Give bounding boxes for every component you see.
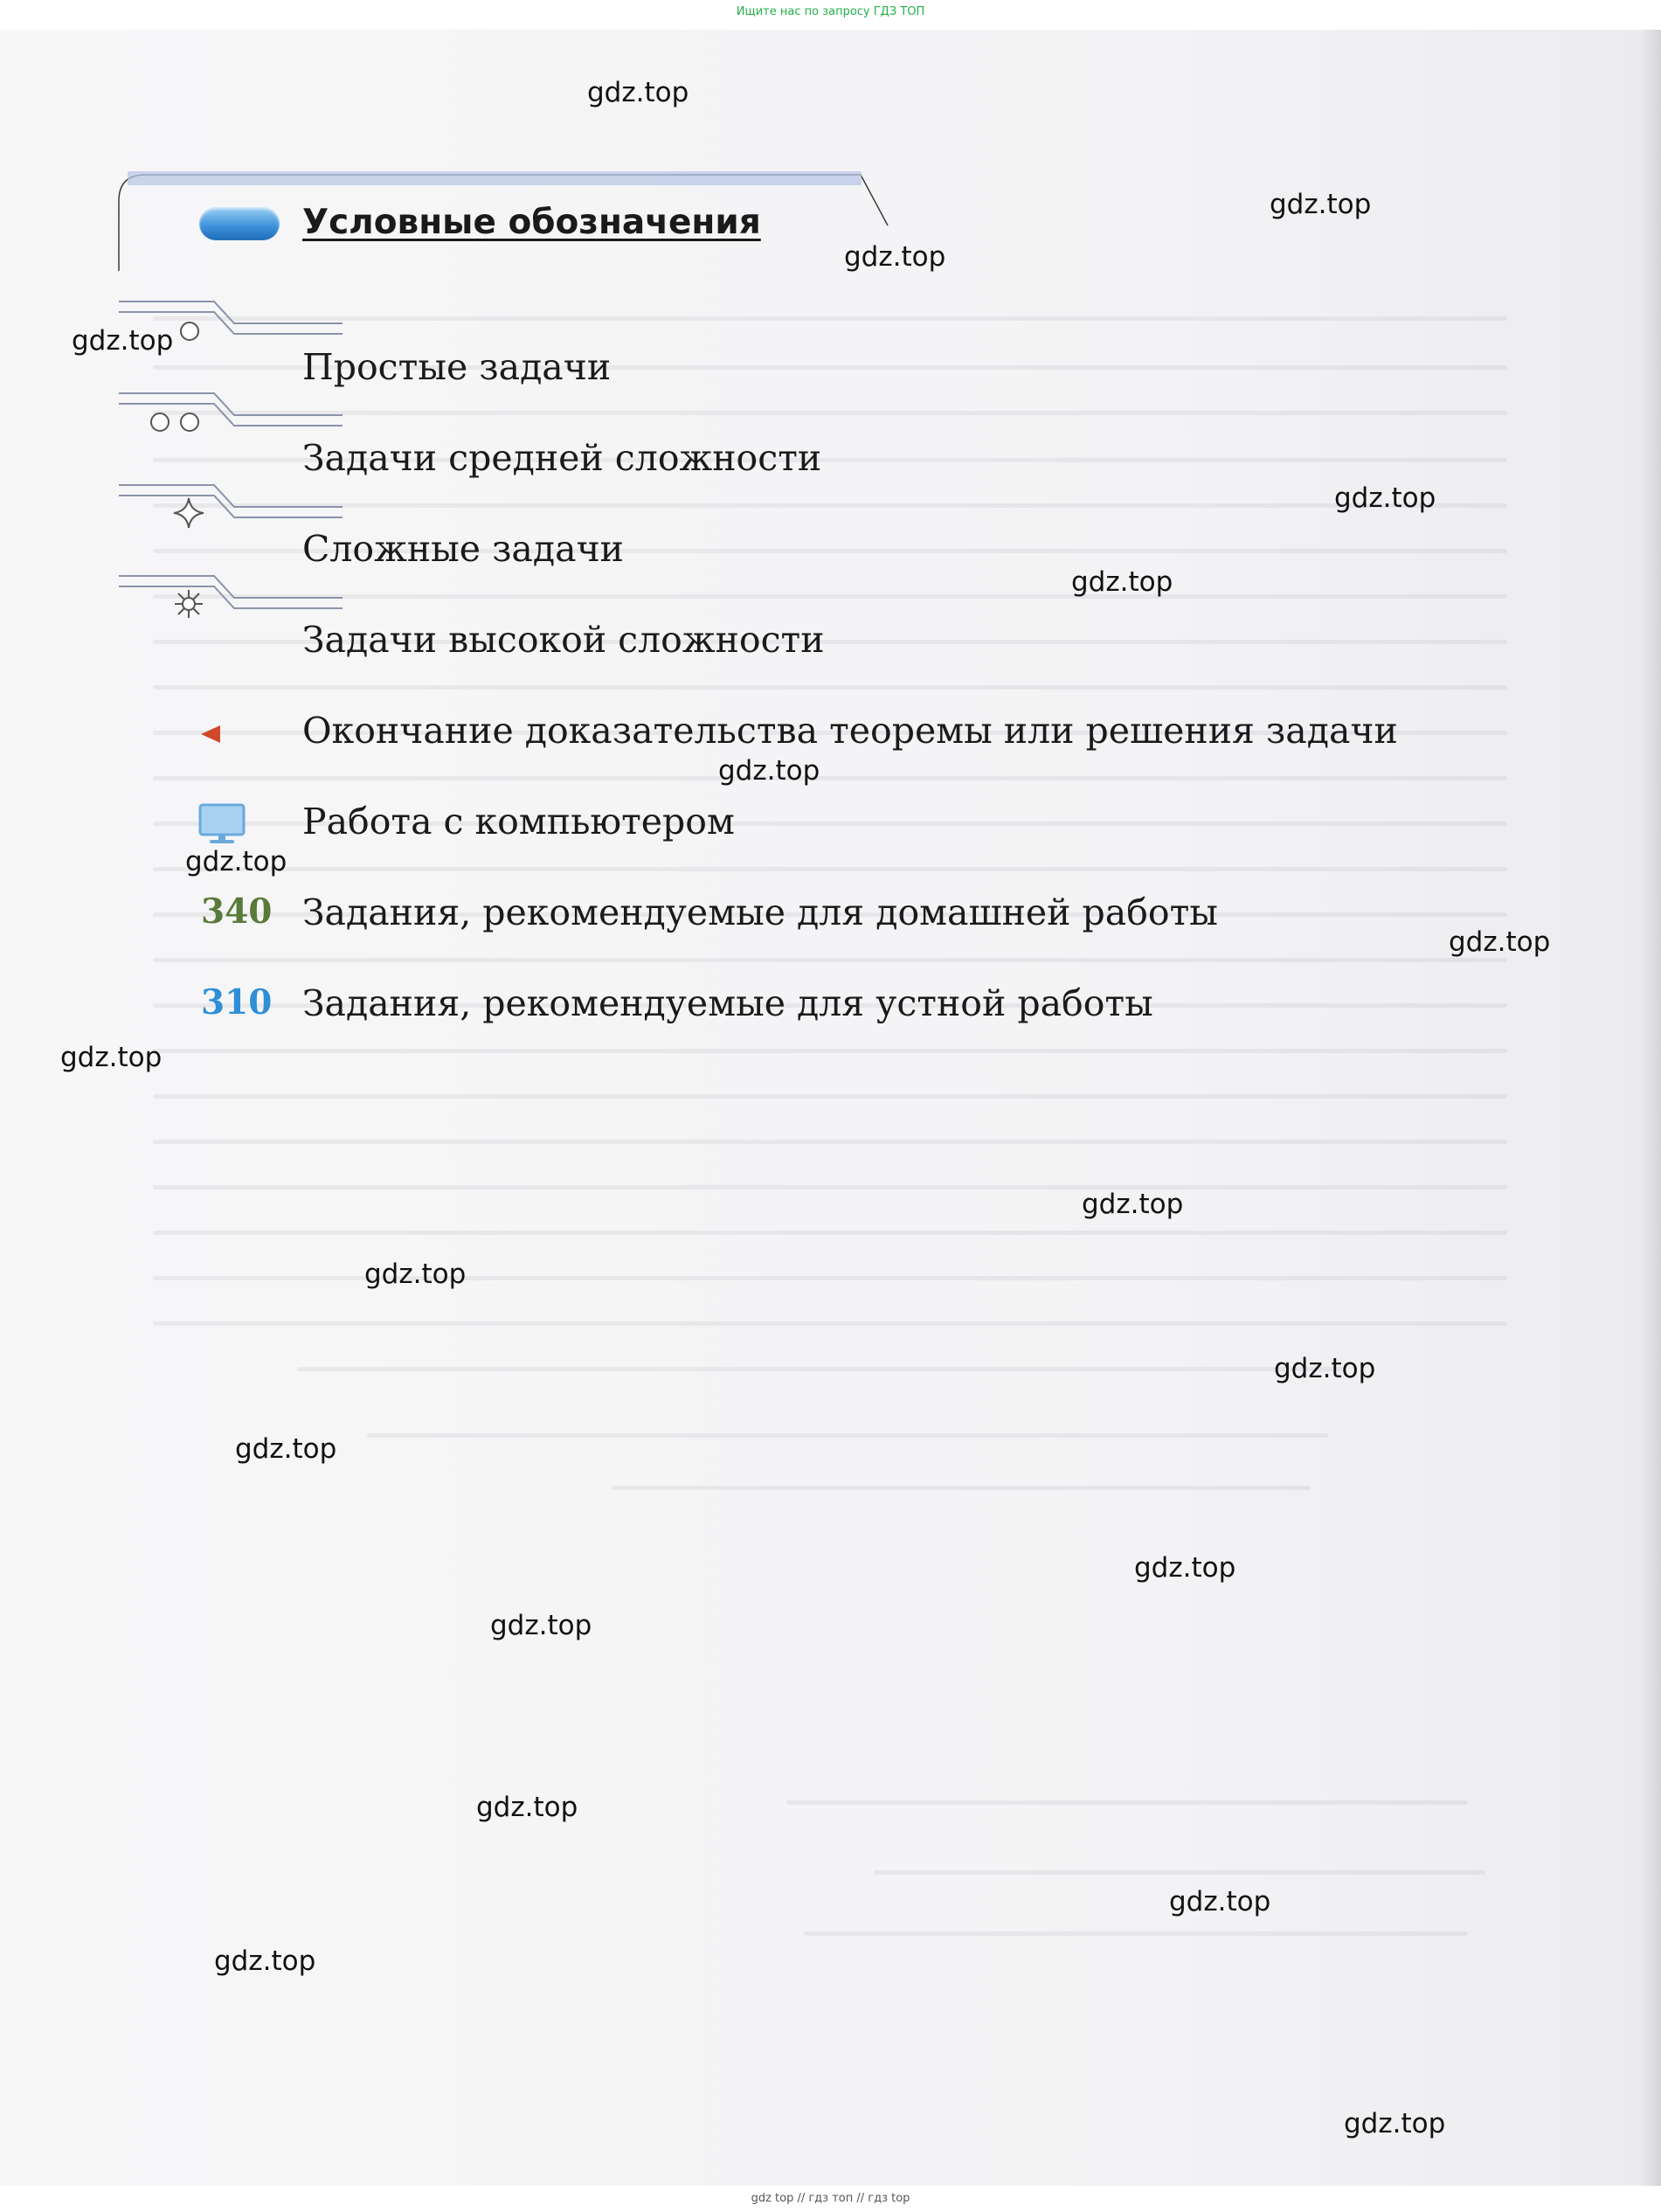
bleed-line (153, 867, 1507, 871)
watermark: gdz.top (1274, 1353, 1376, 1384)
legend-header-frame (0, 0, 1661, 297)
legend-item-high: Задачи высокой сложности (302, 619, 825, 661)
homework-number: 340 (201, 891, 273, 932)
legend-item-complex: Сложные задачи (302, 528, 624, 570)
bleed-line (153, 958, 1507, 962)
legend-title: Условные обозначения (302, 203, 761, 242)
bleed-line (153, 1231, 1507, 1235)
legend-item-simple: Простые задачи (302, 346, 612, 388)
watermark: gdz.top (1169, 1886, 1271, 1917)
legend-header-icon (199, 207, 280, 240)
starburst-icon (172, 587, 205, 621)
bleed-line (612, 1486, 1311, 1490)
legend-item-end-of-proof: Окончание доказательства теоремы или решения задачи (302, 710, 1398, 752)
watermark: gdz.top (490, 1610, 592, 1641)
bleed-line (153, 1094, 1507, 1099)
bleed-line (153, 1049, 1507, 1053)
bleed-line (153, 503, 1507, 508)
legend-item-oral: Задания, рекомендуемые для устной работы (302, 982, 1153, 1024)
monitor-icon (197, 802, 246, 846)
watermark: gdz.top (364, 1259, 467, 1290)
two-circles-icon (149, 411, 204, 433)
watermark: gdz.top (476, 1792, 578, 1823)
bottom-banner (0, 2186, 1661, 2212)
bleed-line (804, 1931, 1468, 1936)
watermark: gdz.top (1270, 189, 1372, 220)
bleed-line (153, 1185, 1507, 1189)
bleed-line (153, 594, 1507, 599)
bleed-line (153, 1321, 1507, 1326)
red-triangle-icon (199, 724, 222, 745)
bleed-line (367, 1433, 1328, 1438)
legend-item-homework: Задания, рекомендуемые для домашней работы (302, 891, 1218, 933)
bleed-line (153, 411, 1507, 415)
bleed-line (297, 1367, 1346, 1371)
bleed-line (153, 1140, 1507, 1144)
watermark: gdz.top (1082, 1189, 1184, 1220)
bleed-line (874, 1870, 1485, 1875)
bleed-line (153, 776, 1507, 780)
watermark: gdz.top (587, 77, 689, 108)
page-edge-shadow (1638, 0, 1661, 2212)
one-circle-icon (178, 320, 201, 343)
four-point-star-icon (172, 496, 205, 530)
watermark: gdz.top (1344, 2108, 1446, 2139)
bleed-line (153, 685, 1507, 690)
bleed-line (153, 1276, 1507, 1280)
oral-number: 310 (201, 982, 273, 1023)
watermark: gdz.top (1449, 926, 1551, 958)
watermark: gdz.top (844, 241, 946, 273)
watermark: gdz.top (60, 1042, 163, 1073)
watermark: gdz.top (1334, 482, 1436, 514)
legend-item-medium: Задачи средней сложности (302, 437, 822, 479)
watermark: gdz.top (1134, 1552, 1236, 1584)
watermark: gdz.top (72, 325, 174, 357)
watermark: gdz.top (185, 846, 287, 877)
top-note[interactable]: Ищите нас по запросу ГДЗ ТОП (736, 5, 925, 18)
bleed-line (153, 316, 1507, 321)
bottom-note[interactable]: gdz top // гдз топ // гдз top (751, 2192, 910, 2205)
legend-item-computer: Работа с компьютером (302, 801, 735, 843)
watermark: gdz.top (214, 1945, 316, 1977)
watermark: gdz.top (718, 755, 820, 787)
top-banner (0, 0, 1661, 30)
watermark: gdz.top (235, 1433, 337, 1465)
watermark: gdz.top (1071, 566, 1173, 598)
bleed-line (786, 1800, 1468, 1805)
